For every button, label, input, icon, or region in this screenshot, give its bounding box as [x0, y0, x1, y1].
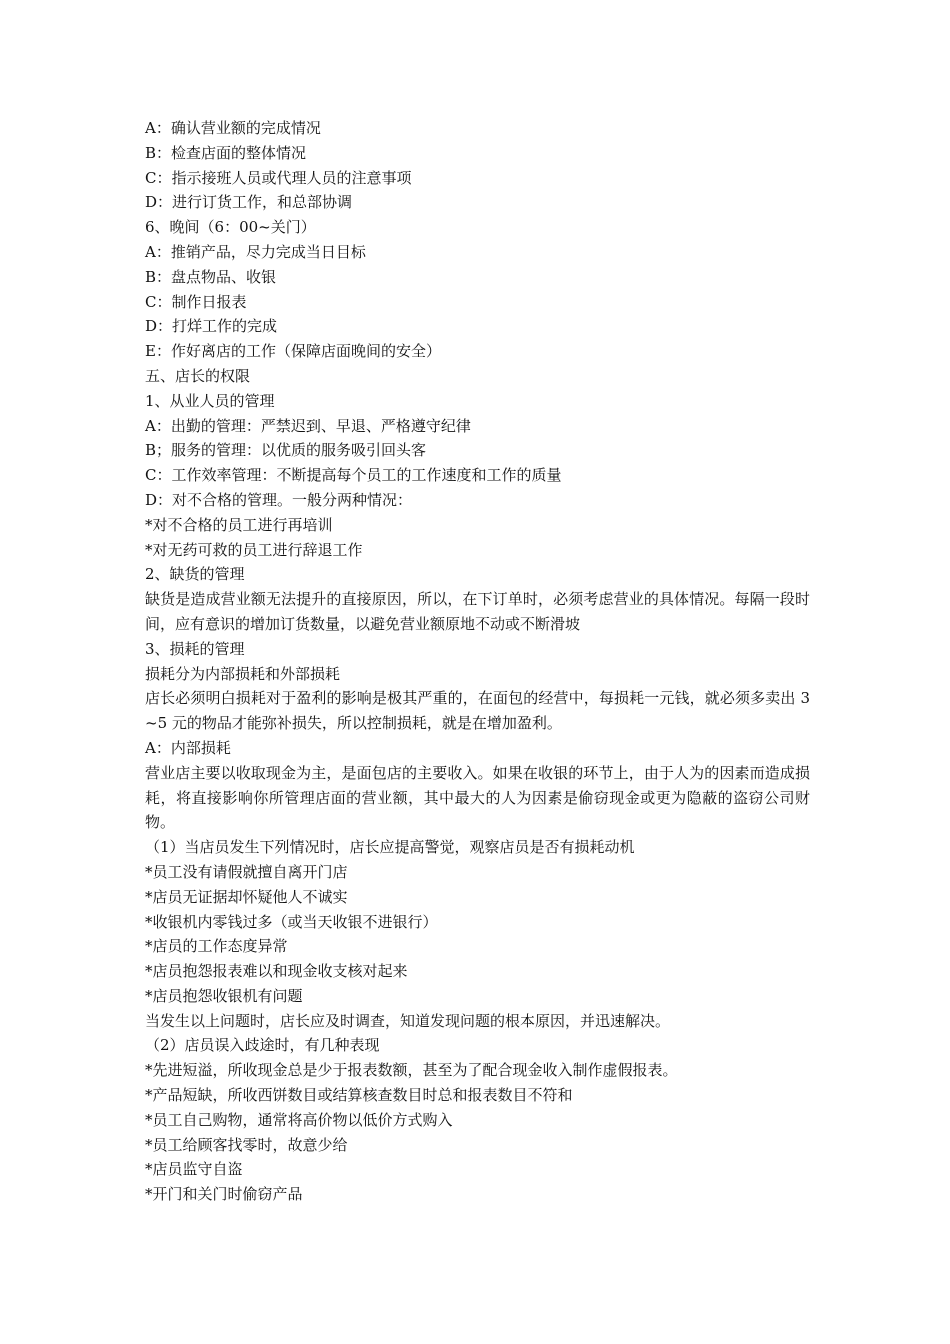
- paragraph: 缺货是造成营业额无法提升的直接原因，所以，在下订单时，必须考虑营业的具体情况。每隔一段时间，应有意识的增加订货数量，以避免营业额原地不动或不断滑坡: [145, 590, 810, 633]
- bullet-line: *对无药可救的员工进行辞退工作: [145, 540, 363, 559]
- text-line: D：对不合格的管理。一般分两种情况：: [145, 490, 413, 509]
- paragraph: 营业店主要以收取现金为主，是面包店的主要收入。如果在收银的环节上，由于人为的因素而造成损耗，将直接影响你所管理店面的营业额，其中最大的人为因素是偷窃现金或更为隐蔽的盗窃公司财物。: [145, 763, 810, 832]
- bullet-line: *对不合格的员工进行再培训: [145, 515, 333, 534]
- text-line: （1）当店员发生下列情况时，店长应提高警觉，观察店员是否有损耗动机: [145, 838, 635, 857]
- bullet-line: *店员的工作态度异常: [145, 937, 288, 956]
- bullet-line: *产品短缺，所收西饼数目或结算核查数目时总和报表数目不符和: [145, 1086, 573, 1105]
- bullet-line: *员工没有请假就擅自离开门店: [145, 862, 348, 881]
- bullet-line: *员工自己购物，通常将高价物以低价方式购入: [145, 1110, 453, 1129]
- bullet-line: *店员抱怨报表难以和现金收支核对起来: [145, 962, 408, 981]
- text-line: 当发生以上问题时，店长应及时调查，知道发现问题的根本原因，并迅速解决。: [145, 1011, 671, 1030]
- subsection-heading: 1、从业人员的管理: [145, 391, 275, 410]
- paragraph: 店长必须明白损耗对于盈利的影响是极其严重的，在面包的经营中，每损耗一元钱，就必须多卖出 3~5 元的物品才能弥补损失，所以控制损耗，就是在增加盈利。: [145, 689, 810, 733]
- bullet-line: *店员无证据却怀疑他人不诚实: [145, 887, 348, 906]
- text-line: A：出勤的管理：严禁迟到、早退、严格遵守纪律: [145, 416, 471, 435]
- text-line: D：打烊工作的完成: [145, 317, 278, 336]
- text-line: B；服务的管理：以优质的服务吸引回头客: [145, 441, 427, 460]
- text-line: D：进行订货工作，和总部协调: [145, 193, 353, 212]
- text-line: （2）店员误入歧途时，有几种表现: [145, 1036, 380, 1055]
- bullet-line: *开门和关门时偷窃产品: [145, 1185, 303, 1204]
- text-line: E：作好离店的工作（保障店面晚间的安全）: [145, 342, 441, 361]
- text-line: A：内部损耗: [145, 738, 231, 757]
- document-body: [145, 116, 810, 1207]
- bullet-line: *员工给顾客找零时，故意少给: [145, 1135, 348, 1154]
- text-line: A：推销产品，尽力完成当日目标: [145, 242, 366, 261]
- text-line: C：指示接班人员或代理人员的注意事项: [145, 168, 412, 187]
- section-heading: 五、店长的权限: [145, 366, 251, 385]
- bullet-line: *先进短溢，所收现金总是少于报表数额，甚至为了配合现金收入制作虚假报表。: [145, 1061, 678, 1080]
- text-line: B：盘点物品、收银: [145, 267, 277, 286]
- section-heading: 6、晚间（6：00~关门）: [145, 218, 316, 237]
- text-line: C：工作效率管理：不断提高每个员工的工作速度和工作的质量: [145, 466, 562, 485]
- bullet-line: *店员监守自盗: [145, 1160, 243, 1179]
- text-line: C：制作日报表: [145, 292, 247, 311]
- text-line: B：检查店面的整体情况: [145, 143, 307, 162]
- subsection-heading: 2、缺货的管理: [145, 565, 245, 584]
- subsection-heading: 3、损耗的管理: [145, 639, 245, 658]
- bullet-line: *店员抱怨收银机有问题: [145, 986, 303, 1005]
- text-line: 损耗分为内部损耗和外部损耗: [145, 664, 341, 683]
- bullet-line: *收银机内零钱过多（或当天收银不进银行）: [145, 912, 438, 931]
- text-line: A：确认营业额的完成情况: [145, 119, 321, 137]
